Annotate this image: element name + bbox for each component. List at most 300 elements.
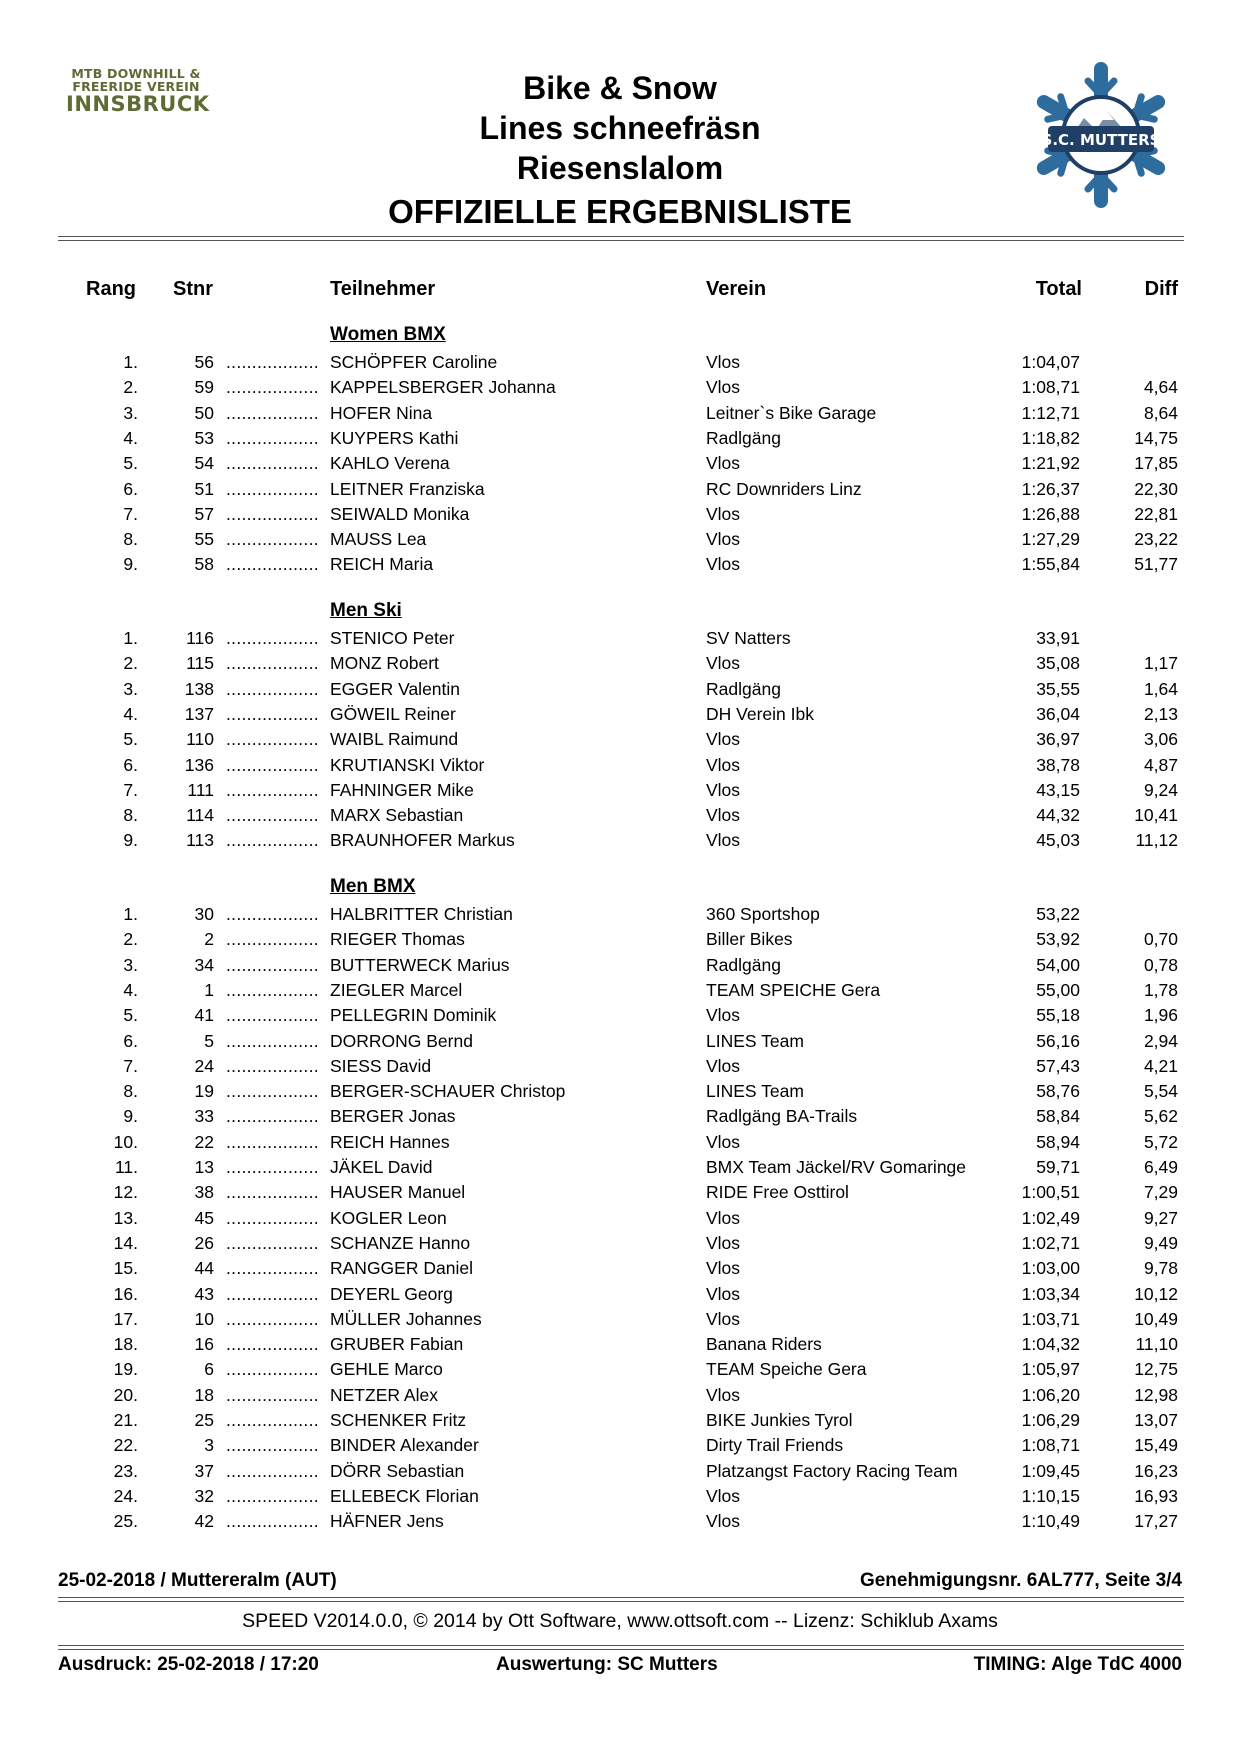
- club-name: RIDE Free Osttirol: [706, 1182, 849, 1203]
- start-number: 18: [194, 1384, 214, 1405]
- start-number: 45: [194, 1207, 214, 1228]
- sc-mutters-logo: [1026, 60, 1176, 210]
- club-name: Vlos: [706, 453, 741, 474]
- participant-name: DORRONG Bernd: [330, 1030, 473, 1051]
- start-number: 55: [194, 529, 214, 550]
- table-row: [0, 1132, 1240, 1157]
- participant-name: MÜLLER Johannes: [330, 1308, 482, 1329]
- table-row: [0, 1106, 1240, 1131]
- club-name: Vlos: [706, 1005, 741, 1026]
- total-time: 1:03,00: [1021, 1258, 1080, 1279]
- total-time: 1:00,51: [1021, 1182, 1080, 1203]
- start-number: 137: [184, 703, 214, 724]
- time-difference: 2,13: [1143, 703, 1178, 724]
- dot-leader: ..................: [226, 1334, 319, 1355]
- time-difference: 8,64: [1143, 402, 1178, 423]
- participant-name: GEHLE Marco: [330, 1359, 443, 1380]
- table-row: [0, 453, 1240, 478]
- rank: 8.: [123, 1081, 138, 1102]
- time-difference: 17,85: [1134, 453, 1178, 474]
- rank: 2.: [123, 929, 138, 950]
- rank: 19.: [113, 1359, 138, 1380]
- total-time: 38,78: [1036, 754, 1080, 775]
- club-name: 360 Sportshop: [706, 904, 820, 924]
- club-name: LINES Team: [706, 1030, 804, 1051]
- rank: 3.: [123, 678, 138, 699]
- dot-leader: ..................: [226, 1283, 319, 1304]
- start-number: 57: [194, 503, 214, 524]
- total-time: 57,43: [1036, 1055, 1080, 1076]
- logo-line-3: INNSBRUCK: [66, 92, 210, 116]
- dot-leader: ..................: [226, 1384, 319, 1405]
- club-name: Radlgäng BA-Trails: [706, 1106, 858, 1127]
- rank: 9.: [123, 1106, 138, 1127]
- dot-leader: ..................: [226, 1081, 319, 1102]
- rank: 14.: [113, 1232, 138, 1253]
- participant-name: ELLEBECK Florian: [330, 1485, 479, 1506]
- start-number: 115: [186, 653, 214, 674]
- time-difference: 51,77: [1134, 554, 1178, 575]
- dot-leader: ..................: [226, 1460, 319, 1481]
- start-number: 1: [204, 979, 214, 1000]
- footer-printout: Ausdruck: 25-02-2018 / 17:20: [58, 1654, 319, 1675]
- club-name: Platzangst Factory Racing Team: [706, 1460, 958, 1481]
- time-difference: 9,78: [1143, 1258, 1178, 1279]
- total-time: 1:27,29: [1021, 529, 1080, 550]
- dot-leader: ..................: [226, 1258, 319, 1279]
- table-row: [0, 1031, 1240, 1056]
- rank: 15.: [113, 1258, 138, 1279]
- rank: 25.: [113, 1511, 138, 1532]
- rank: 5.: [123, 729, 138, 750]
- start-number: 58: [194, 554, 214, 575]
- club-name: Radlgäng: [706, 954, 781, 975]
- rank: 2.: [123, 653, 138, 674]
- table-row: [0, 1385, 1240, 1410]
- club-name: Dirty Trail Friends: [706, 1435, 844, 1456]
- time-difference: 6,49: [1143, 1157, 1178, 1177]
- rank: 7.: [123, 779, 138, 800]
- col-verein: Verein: [706, 278, 767, 300]
- club-name: Vlos: [706, 1511, 741, 1532]
- start-number: 50: [194, 402, 214, 423]
- document-header: [300, 68, 940, 232]
- start-number: 38: [194, 1182, 214, 1203]
- participant-name: JÄKEL David: [330, 1157, 433, 1177]
- start-number: 26: [194, 1232, 214, 1253]
- dot-leader: ..................: [226, 1030, 319, 1051]
- club-name: BIKE Junkies Tyrol: [706, 1410, 853, 1430]
- club-name: Leitner`s Bike Garage: [706, 402, 877, 423]
- rank: 11.: [114, 1157, 138, 1177]
- table-row: [0, 1258, 1240, 1283]
- rank: 4.: [123, 427, 138, 448]
- table-row: [0, 653, 1240, 678]
- start-number: 24: [194, 1055, 214, 1076]
- event-subtitle: Lines schneefräsn: [479, 110, 761, 146]
- time-difference: 12,75: [1134, 1359, 1178, 1380]
- time-difference: 13,07: [1134, 1410, 1178, 1430]
- club-name: Radlgäng: [706, 427, 781, 448]
- rank: 8.: [123, 529, 138, 550]
- dot-leader: ..................: [226, 1232, 319, 1253]
- dot-leader: ..................: [226, 503, 319, 524]
- start-number: 2: [204, 929, 214, 950]
- club-name: Vlos: [706, 1258, 741, 1279]
- time-difference: 5,62: [1143, 1106, 1178, 1127]
- time-difference: 2,94: [1143, 1030, 1178, 1051]
- dot-leader: ..................: [226, 1435, 319, 1456]
- time-difference: 4,21: [1143, 1055, 1178, 1076]
- rank: 22.: [113, 1435, 138, 1456]
- rank: 4.: [123, 703, 138, 724]
- participant-name: MARX Sebastian: [330, 805, 464, 826]
- time-difference: 16,93: [1134, 1485, 1178, 1506]
- table-row: [0, 1410, 1240, 1435]
- participant-name: BUTTERWECK Marius: [330, 954, 510, 975]
- footer-software: SPEED V2014.0.0, © 2014 by Ott Software, www.ottsoft.com -- Lizenz: Schiklub Axams: [242, 1610, 998, 1632]
- start-number: 42: [194, 1511, 214, 1532]
- col-total: Total: [1035, 278, 1082, 300]
- table-row: [0, 1208, 1240, 1233]
- table-row: [0, 704, 1240, 729]
- dot-leader: ..................: [226, 1485, 319, 1506]
- club-name: Vlos: [706, 1131, 741, 1152]
- dot-leader: ..................: [226, 729, 319, 750]
- participant-name: KAPPELSBERGER Johanna: [330, 377, 556, 398]
- logo-line-2: FREERIDE VEREIN: [72, 78, 200, 94]
- total-time: 55,00: [1036, 979, 1080, 1000]
- total-time: 1:06,20: [1021, 1384, 1080, 1405]
- total-time: 58,94: [1036, 1131, 1080, 1152]
- participant-name: KOGLER Leon: [330, 1207, 447, 1228]
- table-row: [0, 729, 1240, 754]
- total-time: 1:21,92: [1021, 453, 1080, 474]
- club-name: Vlos: [706, 805, 741, 826]
- col-diff: Diff: [1144, 278, 1178, 300]
- club-name: DH Verein Ibk: [706, 703, 814, 724]
- club-name: Vlos: [706, 1283, 741, 1304]
- time-difference: 11,12: [1135, 830, 1178, 851]
- time-difference: 9,27: [1143, 1207, 1178, 1228]
- total-time: 55,18: [1036, 1005, 1080, 1026]
- time-difference: 15,49: [1134, 1435, 1178, 1456]
- table-row: [0, 403, 1240, 428]
- participant-name: SCHANZE Hanno: [330, 1232, 471, 1253]
- time-difference: 1,78: [1143, 979, 1178, 1000]
- dot-leader: ..................: [226, 1106, 319, 1127]
- table-row: [0, 955, 1240, 980]
- dot-leader: ..................: [226, 1207, 319, 1228]
- col-teilnehmer: Teilnehmer: [330, 278, 436, 300]
- total-time: 1:06,29: [1021, 1410, 1080, 1430]
- total-time: 35,08: [1036, 653, 1080, 674]
- participant-name: RIEGER Thomas: [330, 929, 465, 950]
- dot-leader: ..................: [226, 1131, 319, 1152]
- start-number: 113: [186, 830, 214, 851]
- club-name: Vlos: [706, 754, 741, 775]
- dot-leader: ..................: [226, 830, 319, 851]
- table-row: [0, 1486, 1240, 1511]
- dot-leader: ..................: [226, 1308, 319, 1329]
- start-number: 51: [194, 478, 214, 499]
- start-number: 32: [194, 1485, 214, 1506]
- start-number: 10: [194, 1308, 214, 1329]
- col-rang: Rang: [86, 278, 136, 300]
- rank: 1.: [123, 352, 138, 372]
- section-title: Men Ski: [330, 600, 402, 621]
- start-number: 5: [204, 1030, 214, 1051]
- participant-name: KUYPERS Kathi: [330, 427, 459, 448]
- rank: 20.: [113, 1384, 138, 1405]
- dot-leader: ..................: [226, 979, 319, 1000]
- rank: 1.: [123, 628, 138, 648]
- time-difference: 10,12: [1134, 1283, 1178, 1304]
- participant-name: HALBRITTER Christian: [330, 904, 513, 924]
- time-difference: 17,27: [1134, 1511, 1178, 1532]
- time-difference: 14,75: [1134, 427, 1178, 448]
- rank: 2.: [123, 377, 138, 398]
- club-name: Vlos: [706, 503, 741, 524]
- dot-leader: ..................: [226, 352, 319, 372]
- table-row: [0, 1005, 1240, 1030]
- start-number: 43: [194, 1283, 214, 1304]
- club-name: Radlgäng: [706, 678, 781, 699]
- total-time: 1:09,45: [1021, 1460, 1080, 1481]
- time-difference: 0,70: [1143, 929, 1178, 950]
- start-number: 53: [194, 427, 214, 448]
- total-time: 58,84: [1036, 1106, 1080, 1127]
- rank: 12.: [113, 1182, 138, 1203]
- start-number: 22: [194, 1131, 214, 1152]
- rank: 9.: [123, 830, 138, 851]
- total-time: 1:10,49: [1021, 1511, 1080, 1532]
- dot-leader: ..................: [226, 529, 319, 550]
- table-row: [0, 1511, 1240, 1536]
- club-name: SV Natters: [706, 628, 791, 648]
- club-name: RC Downriders Linz: [706, 478, 862, 499]
- dot-leader: ..................: [226, 1005, 319, 1026]
- section-title: Men BMX: [330, 876, 416, 897]
- participant-name: LEITNER Franziska: [330, 478, 485, 499]
- table-row: [0, 904, 1240, 929]
- participant-name: KAHLO Verena: [330, 453, 450, 474]
- table-row: [0, 1056, 1240, 1081]
- dot-leader: ..................: [226, 1157, 319, 1177]
- participant-name: HÄFNER Jens: [330, 1511, 444, 1532]
- table-row: [0, 1435, 1240, 1460]
- club-name: Vlos: [706, 377, 741, 398]
- start-number: 114: [186, 805, 214, 826]
- rank: 6.: [123, 1030, 138, 1051]
- total-time: 36,97: [1036, 729, 1080, 750]
- club-name: Vlos: [706, 830, 741, 851]
- table-row: [0, 805, 1240, 830]
- club-name: Vlos: [706, 1485, 741, 1506]
- dot-leader: ..................: [226, 478, 319, 499]
- dot-leader: ..................: [226, 1410, 319, 1430]
- club-name: Vlos: [706, 554, 741, 575]
- total-time: 1:26,88: [1021, 503, 1080, 524]
- participant-name: EGGER Valentin: [330, 678, 461, 699]
- participant-name: GÖWEIL Reiner: [330, 703, 456, 724]
- start-number: 13: [194, 1157, 214, 1177]
- club-name: Vlos: [706, 1055, 741, 1076]
- total-time: 35,55: [1036, 678, 1080, 699]
- rank: 3.: [123, 954, 138, 975]
- time-difference: 7,29: [1143, 1182, 1178, 1203]
- dot-leader: ..................: [226, 453, 319, 474]
- rank: 16.: [113, 1283, 138, 1304]
- table-row: [0, 980, 1240, 1005]
- time-difference: 9,24: [1143, 779, 1178, 800]
- club-logo-innsbruck: [66, 66, 210, 116]
- rank: 6.: [123, 478, 138, 499]
- table-row: [0, 1461, 1240, 1486]
- start-number: 16: [194, 1334, 214, 1355]
- footer-timing: TIMING: Alge TdC 4000: [973, 1654, 1182, 1675]
- dot-leader: ..................: [226, 1182, 319, 1203]
- participant-name: REICH Hannes: [330, 1131, 450, 1152]
- time-difference: 10,41: [1134, 805, 1178, 826]
- start-number: 116: [186, 628, 214, 648]
- start-number: 136: [184, 754, 214, 775]
- page-title: OFFIZIELLE ERGEBNISLISTE: [388, 193, 852, 230]
- participant-name: DÖRR Sebastian: [330, 1460, 465, 1481]
- total-time: 1:02,49: [1021, 1207, 1080, 1228]
- start-number: 25: [194, 1410, 214, 1430]
- table-row: [0, 554, 1240, 579]
- time-difference: 16,23: [1134, 1460, 1178, 1481]
- dot-leader: ..................: [226, 628, 319, 648]
- participant-name: DEYERL Georg: [330, 1283, 453, 1304]
- total-time: 1:26,37: [1021, 478, 1080, 499]
- start-number: 41: [194, 1005, 214, 1026]
- section-title: Women BMX: [330, 324, 446, 345]
- participant-name: SIESS David: [330, 1055, 432, 1076]
- start-number: 54: [194, 453, 214, 474]
- rank: 3.: [123, 402, 138, 423]
- table-row: [0, 755, 1240, 780]
- time-difference: 22,30: [1134, 478, 1178, 499]
- table-row: [0, 1334, 1240, 1359]
- footer-approval-page: Genehmigungsnr. 6AL777, Seite 3/4: [859, 1570, 1182, 1591]
- dot-leader: ..................: [226, 653, 319, 674]
- rank: 9.: [123, 554, 138, 575]
- table-row: [0, 780, 1240, 805]
- time-difference: 11,10: [1135, 1334, 1178, 1355]
- club-name: Vlos: [706, 352, 741, 372]
- col-stnr: Stnr: [173, 278, 213, 300]
- participant-name: HOFER Nina: [330, 402, 433, 423]
- total-time: 1:04,07: [1021, 352, 1080, 372]
- rank: 7.: [123, 503, 138, 524]
- start-number: 59: [194, 377, 214, 398]
- footer-evaluation: Auswertung: SC Mutters: [496, 1654, 718, 1675]
- club-name: TEAM SPEICHE Gera: [706, 979, 881, 1000]
- footer-divider-top: [58, 1597, 1184, 1602]
- footer-divider-bottom: [58, 1645, 1184, 1650]
- time-difference: 23,22: [1134, 529, 1178, 550]
- table-row: [0, 1157, 1240, 1182]
- dot-leader: ..................: [226, 779, 319, 800]
- dot-leader: ..................: [226, 678, 319, 699]
- total-time: 1:05,97: [1021, 1359, 1080, 1380]
- dot-leader: ..................: [226, 954, 319, 975]
- total-time: 1:04,32: [1021, 1334, 1080, 1355]
- participant-name: MONZ Robert: [330, 653, 439, 674]
- total-time: 1:08,71: [1021, 377, 1080, 398]
- club-name: Banana Riders: [706, 1334, 822, 1355]
- time-difference: 22,81: [1134, 503, 1178, 524]
- club-name: Vlos: [706, 653, 741, 674]
- time-difference: 5,72: [1143, 1131, 1178, 1152]
- total-time: 1:03,34: [1021, 1283, 1080, 1304]
- participant-name: ZIEGLER Marcel: [330, 979, 463, 1000]
- time-difference: 10,49: [1134, 1308, 1178, 1329]
- dot-leader: ..................: [226, 554, 319, 575]
- table-row: [0, 428, 1240, 453]
- rank: 4.: [123, 979, 138, 1000]
- time-difference: 4,64: [1143, 377, 1178, 398]
- club-name: Vlos: [706, 1384, 741, 1405]
- total-time: 53,92: [1036, 929, 1080, 950]
- time-difference: 3,06: [1143, 729, 1178, 750]
- participant-name: WAIBL Raimund: [330, 729, 459, 750]
- dot-leader: ..................: [226, 1511, 319, 1532]
- start-number: 56: [194, 352, 214, 372]
- total-time: 1:18,82: [1021, 427, 1080, 448]
- table-row: [0, 1182, 1240, 1207]
- start-number: 3: [204, 1435, 214, 1456]
- table-row: [0, 1309, 1240, 1334]
- rank: 7.: [123, 1055, 138, 1076]
- participant-name: SCHÖPFER Caroline: [330, 352, 498, 372]
- start-number: 111: [187, 779, 214, 800]
- total-time: 36,04: [1036, 703, 1080, 724]
- total-time: 33,91: [1036, 628, 1080, 648]
- club-name: Vlos: [706, 729, 741, 750]
- total-time: 1:08,71: [1021, 1435, 1080, 1456]
- total-time: 45,03: [1036, 830, 1080, 851]
- club-name: Vlos: [706, 779, 741, 800]
- rank: 6.: [123, 754, 138, 775]
- start-number: 30: [194, 904, 214, 924]
- club-name: TEAM Speiche Gera: [706, 1359, 867, 1380]
- participant-name: FAHNINGER Mike: [330, 779, 474, 800]
- table-row: [0, 1233, 1240, 1258]
- total-time: 43,15: [1036, 779, 1080, 800]
- table-row: [0, 679, 1240, 704]
- table-row: [0, 1284, 1240, 1309]
- table-row: [0, 929, 1240, 954]
- dot-leader: ..................: [226, 427, 319, 448]
- time-difference: 1,17: [1143, 653, 1178, 674]
- time-difference: 1,96: [1143, 1005, 1178, 1026]
- table-row: [0, 1359, 1240, 1384]
- start-number: 19: [194, 1081, 214, 1102]
- total-time: 58,76: [1036, 1081, 1080, 1102]
- discipline: Riesenslalom: [516, 150, 724, 186]
- participant-name: BERGER Jonas: [330, 1106, 456, 1127]
- dot-leader: ..................: [226, 805, 319, 826]
- dot-leader: ..................: [226, 904, 319, 924]
- club-name: LINES Team: [706, 1081, 804, 1102]
- time-difference: 0,78: [1143, 954, 1178, 975]
- start-number: 6: [204, 1359, 214, 1380]
- header-divider: [58, 236, 1184, 241]
- rank: 5.: [123, 453, 138, 474]
